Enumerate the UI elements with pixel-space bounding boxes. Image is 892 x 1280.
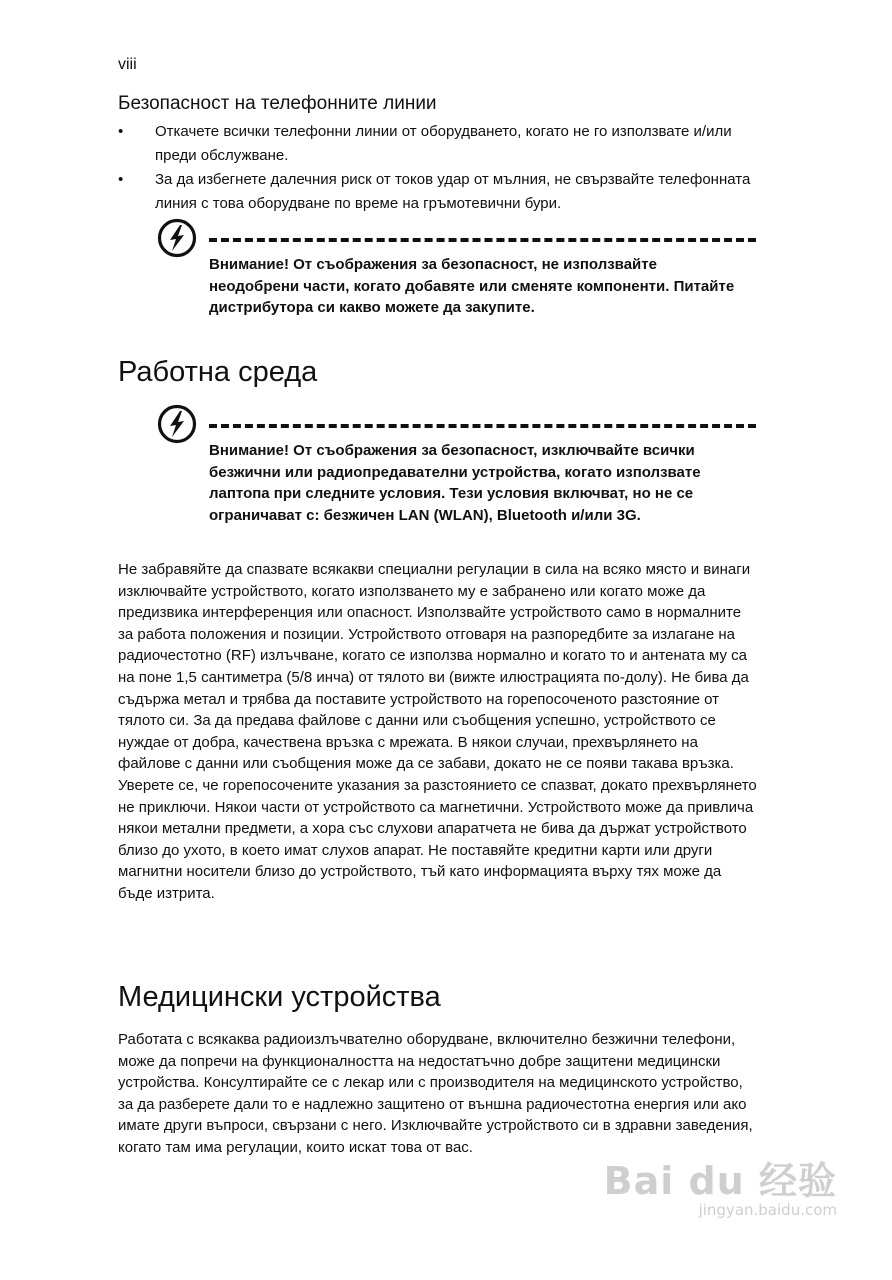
bullet-icon: •: [118, 171, 124, 188]
medical-paragraph: Работата с всякаква радиоизлъчвателно оборудване, включително безжични телефони, може да попречи на функционалността на недостатъчно добре защитени медицински устройства. Консултирайте се с лекар или с производителя на медицинското устройство, за да разберете дали то е надлежно защитено от външна радиочестотна енергия или ако имате други въпроси, свързани с него. Изключвайте устройството си в здравни заведения, когато там има регулации, които искат това от вас.: [118, 1031, 753, 1156]
list-item: [118, 120, 758, 167]
list-item-text: За да избегнете далечния риск от токов удар от мълния, не свързвайте телефонната линия с това оборудване по време на гръмотевични бури.: [155, 171, 751, 212]
medical-heading: Медицински устройства: [118, 981, 441, 1013]
watermark-url: jingyan.baidu.com: [698, 1201, 837, 1219]
dashed-divider: [209, 238, 756, 242]
watermark: [604, 1150, 837, 1219]
phone-safety-list: [118, 120, 758, 216]
watermark-brand: Bai du 经验: [603, 1159, 837, 1203]
list-item: [118, 168, 758, 215]
list-item-text: Откачете всички телефонни линии от оборудването, когато не го използвате и/или преди обслужване.: [155, 123, 732, 164]
page-number: viii: [118, 56, 137, 73]
warning-text: Внимание! От съображения за безопасност, изключвайте всички безжични или радиопредавателни устройства, когато използвате лаптопа при следните условия. Тези условия включват, но не се ограничават с: безжичен LAN (WLAN), Bluetooth и/или 3G.: [209, 442, 701, 524]
bullet-icon: •: [118, 123, 124, 140]
lightning-warning-icon: [157, 218, 197, 258]
warning-text: Внимание! От съображения за безопасност, не използвайте неодобрени части, когато добавяте или сменяте компоненти. Питайте дистрибутора си какво можете да закупите.: [209, 256, 735, 316]
lightning-warning-icon: [157, 404, 197, 444]
dashed-divider: [209, 424, 756, 428]
environment-heading: Работна среда: [118, 356, 318, 388]
environment-paragraph: Не забравяйте да спазвате всякакви специални регулации в сила на всяко място и винаги изключвайте устройството, когато използването му е забранено или когато може да предизвика интерференция или опасност. Използвайте устройството само в нормалните за работа положения и позиции. Устройството отговаря на разпоредбите за излагане на радиочестотно (RF) излъчване, когато се използва нормално и когато то и антената му са на поне 1,5 сантиметра (5/8 инча) от тялото ви (вижте илюстрацията по-долу). Не бива да съдържа метал и трябва да поставите устройството на горепосоченото разстояние от тялото си. За да предава файлове с данни или съобщения успешно, устройството се нуждае от добра, качествена връзка с мрежата. В някои случаи, прехвърлянето на файлове с данни или съобщения може да се забави, докато не се появи такава връзка. Уверете се, че горепосочените указания за разстоянието се спазват, докато прехвърлянето не приключи. Някои части от устройството са магнетични. Устройството може да привлича някои метални предмети, а хора със слухови апаратчета не бива да държат устройството близо до ухото, в което имат слухов апарат. Не поставяйте кредитни карти или други магнитни носители близо до устройството, тъй като информацията върху тях може да бъде изтрита.: [118, 561, 757, 902]
phone-safety-heading: Безопасност на телефонните линии: [118, 93, 437, 114]
